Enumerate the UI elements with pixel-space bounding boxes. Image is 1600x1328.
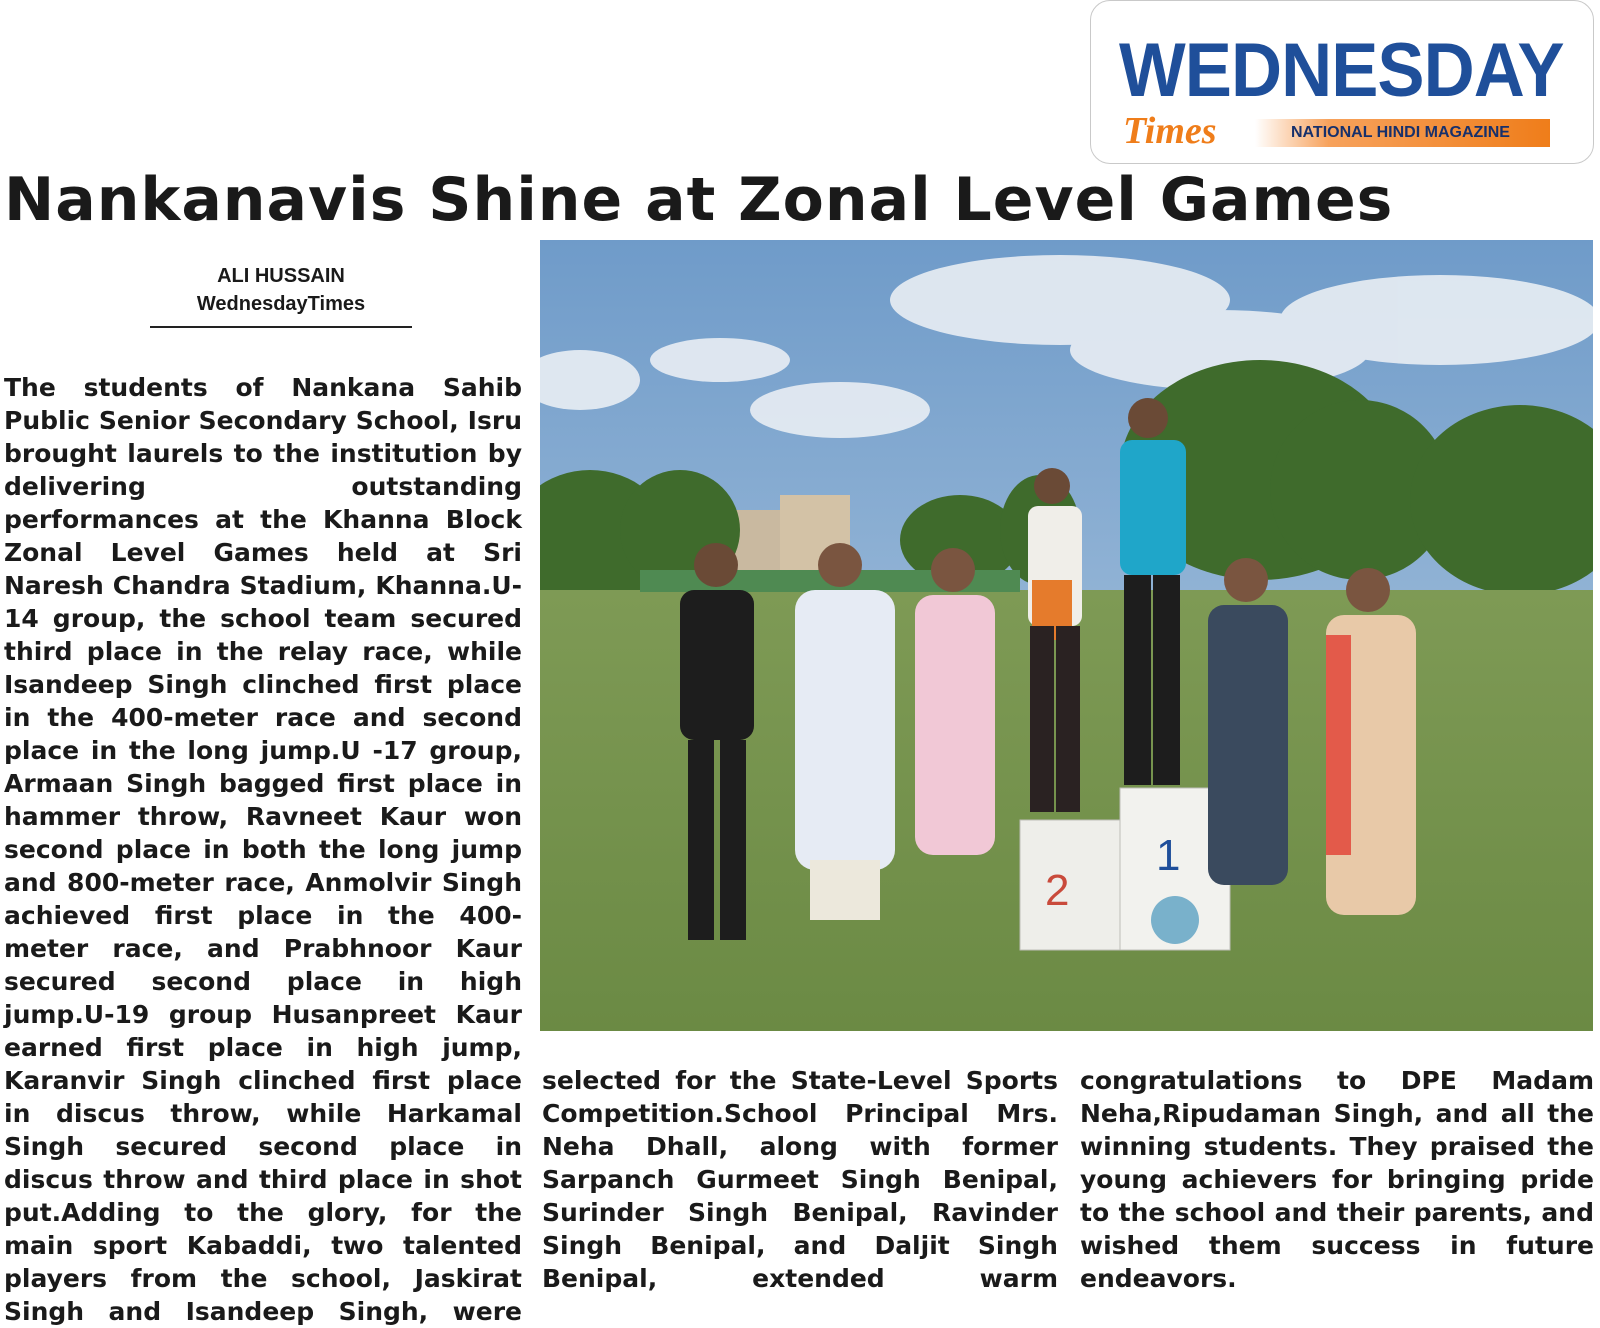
podium-number-1: 1 (1156, 831, 1181, 880)
byline (150, 262, 412, 328)
podium-number-2: 2 (1045, 866, 1070, 915)
masthead-name: WEDNESDAY (1119, 28, 1564, 113)
article-column-3-end: endeavors. (1080, 1264, 1237, 1293)
article-column-2: selected for the State-Level Sports Competition.School Principal Mrs. Neha Dhall, along with former Sarpanch Gurmeet Singh Benipal, Surinder Singh Benipal, Ravinder Singh Benipal, and Daljit Singh Benipal, extended warm (542, 1066, 1058, 1293)
masthead-logo (1090, 0, 1594, 164)
article-column-3-body: congratulations to DPE Madam Neha,Ripudaman Singh, and all the winning students. They praised the young achievers for bringing pride to the school and their parents, and wished them success in future (1080, 1066, 1594, 1260)
article-headline: Nankanavis Shine at Zonal Level Games (4, 165, 1394, 235)
masthead-tagline: NATIONAL HINDI MAGAZINE (1291, 124, 1510, 141)
byline-rule (150, 326, 412, 328)
article-column-1: The students of Nankana Sahib Public Senior Secondary School, Isru brought laurels to the institution by delivering outstanding performances at the Khanna Block Zonal Level Games held at Sri Naresh Chandra Stadium, Khanna.U-14 group, the school team secured third place in the relay race, while Isandeep Singh clinched first place in the 400-meter race and second place in the long jump.U -17 group, Armaan Singh bagged first place in hammer throw, Ravneet Kaur won second place in both the long jump and 800-meter race, Anmolvir Singh achieved first place in the 400-meter race, and Prabhnoor Kaur secured second place in high jump.U-19 group Husanpreet Kaur earned first place in high jump, Karanvir Singh clinched first place in discus throw, while Harkamal Singh secured second place in discus throw and third place in shot put.Adding to the glory, for the main sport Kabaddi, two talented players from the school, Jaskirat Singh and Isandeep Singh, were (4, 373, 522, 1326)
article-column-3 (1080, 1064, 1594, 1295)
article-photo (540, 240, 1593, 1031)
byline-author: ALI HUSSAIN (217, 265, 345, 287)
masthead-sub: Times (1123, 110, 1217, 152)
byline-outlet: WednesdayTimes (196, 293, 366, 315)
